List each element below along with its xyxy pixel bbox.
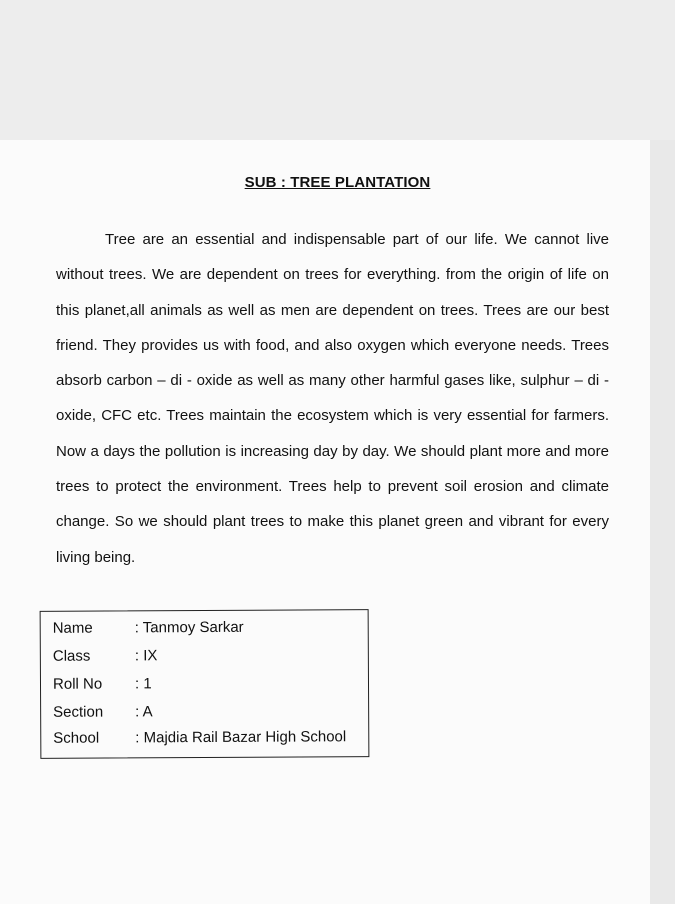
section-value: : A [135,703,153,721]
school-value: : Majdia Rail Bazar High School [135,728,347,747]
essay-title: SUB : TREE PLANTATION [244,174,431,191]
info-row-section [53,703,153,721]
info-row-name [53,619,244,637]
class-value: : IX [134,647,158,665]
background-right [650,140,675,904]
essay-body: Tree are an essential and indispensable part of our life. We cannot live without trees. We are dependent on trees for everything. from the origin of life on this planet,all animals as well as men are dependent on trees. Trees are our best friend. They provides us with food, and also oxygen which everyone needs. Trees absorb carbon – di - oxide as well as many other harmful gases like, sulphur – di - oxide, CFC etc. Trees maintain the ecosystem which is very essential for farmers. Now a days the pollution is increasing day by day. We should plant more and more trees to protect the environment. Trees help to prevent soil erosion and climate change. So we should plant trees to make this planet green and vibrant for every living being. [56,231,609,566]
section-label: Section [53,703,104,721]
info-row-school [53,728,346,747]
roll-label: Roll No [52,675,103,693]
school-label: School [53,729,100,747]
class-label: Class [52,647,91,665]
name-value: : Tanmoy Sarkar [134,618,244,637]
info-row-roll [53,675,152,693]
roll-value: : 1 [134,675,152,693]
background-top [0,0,675,140]
info-row-class [53,647,158,665]
name-label: Name [52,619,93,637]
student-info-box [40,609,370,759]
